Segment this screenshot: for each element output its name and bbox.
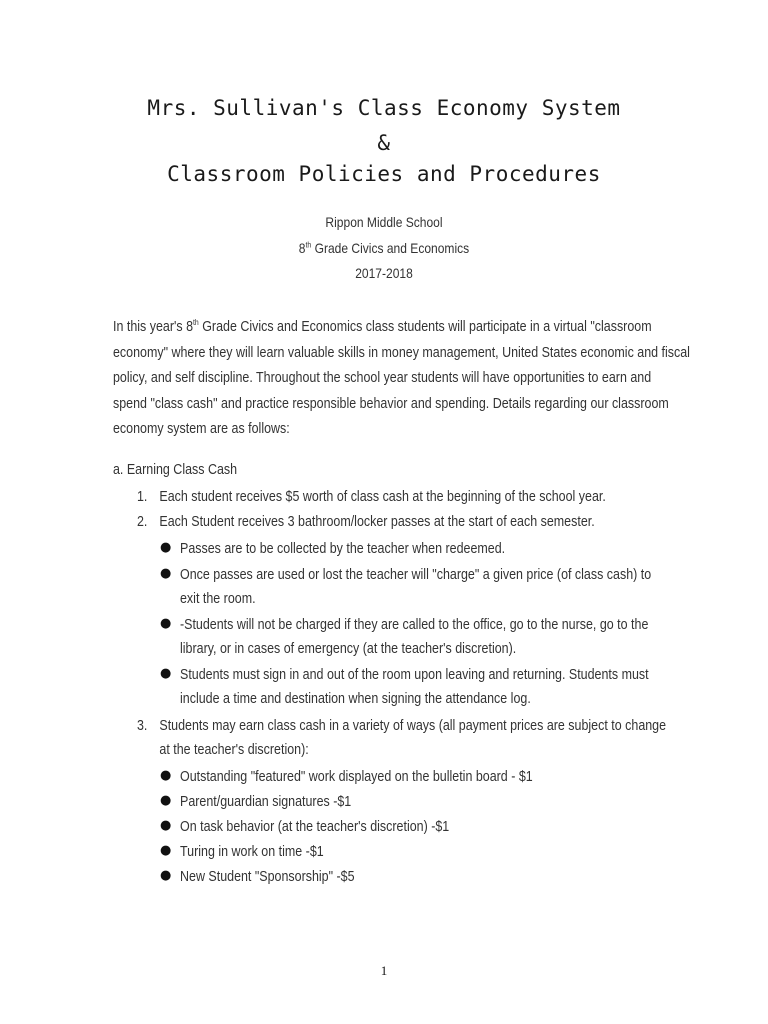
bullet-item <box>180 790 351 814</box>
bullet-text-cont: include a time and destination when signing the attendance log. <box>180 691 531 707</box>
bullet-icon: ● <box>160 843 172 858</box>
bullet-text-cont: library, or in cases of emergency (at the teacher's discretion). <box>180 641 517 657</box>
bullet-icon: ● <box>160 793 172 808</box>
intro-line-1 <box>113 315 663 341</box>
list-item-text: Each Student receives 3 bathroom/locker passes at the start of each semester. <box>159 514 595 530</box>
grade-suffix: th <box>305 240 312 250</box>
bullet-icon: ● <box>160 616 172 631</box>
list-item-number: 3. <box>137 718 148 734</box>
bullet-text: Students must sign in and out of the room upon leaving and returning. Students must <box>180 667 649 683</box>
list-item-number: 2. <box>137 514 148 530</box>
list-item <box>137 514 595 530</box>
bullet-item <box>180 663 649 711</box>
intro-line-3: policy, and self discipline. Throughout the school year students will have opportunities to earn and <box>113 370 652 386</box>
bullet-text: -Students will not be charged if they are called to the office, go to the nurse, go to the <box>180 617 649 633</box>
list-item <box>137 489 606 505</box>
intro-line-1-a: In this year's 8 <box>113 319 194 335</box>
bullet-item <box>180 563 651 611</box>
bullet-text: Outstanding "featured" work displayed on the bulletin board - $1 <box>180 769 533 785</box>
intro-paragraph <box>113 315 690 443</box>
bullet-item <box>180 815 449 839</box>
bullet-text: New Student "Sponsorship" -$5 <box>180 869 355 885</box>
page-number: 1 <box>380 963 388 978</box>
intro-line-2: economy" where they will learn valuable skills in money management, United States economic and fiscal <box>113 344 690 361</box>
bullet-icon: ● <box>160 540 172 555</box>
bullet-icon: ● <box>160 666 172 681</box>
bullet-icon: ● <box>160 566 172 581</box>
grade-number: 8 <box>298 240 306 256</box>
bullet-text: Passes are to be collected by the teacher when redeemed. <box>180 541 506 557</box>
list-item-text-cont: at the teacher's discretion): <box>159 742 309 758</box>
intro-line-1-b: Grade Civics and Economics class students will participate in a virtual "classroom <box>198 319 652 335</box>
bullet-item <box>180 537 505 561</box>
document-title-ampersand: & <box>377 131 391 155</box>
bullet-item <box>180 865 355 889</box>
course-name <box>54 240 714 256</box>
list-item <box>137 714 666 762</box>
intro-line-5: economy system are as follows: <box>113 421 290 437</box>
school-year: 2017-2018 <box>355 265 413 281</box>
bullet-text: Turing in work on time -$1 <box>180 844 324 860</box>
section-heading: a. Earning Class Cash <box>113 462 238 478</box>
bullet-icon: ● <box>160 868 172 883</box>
school-name: Rippon Middle School <box>325 214 443 230</box>
bullet-item <box>180 613 648 661</box>
list-item-number: 1. <box>137 489 148 505</box>
bullet-icon: ● <box>160 768 172 783</box>
document-title-line2: Classroom Policies and Procedures <box>167 162 601 186</box>
bullet-text-cont: exit the room. <box>180 591 256 607</box>
bullet-text: Parent/guardian signatures -$1 <box>180 794 352 810</box>
list-item-text: Each student receives $5 worth of class cash at the beginning of the school year. <box>159 489 606 505</box>
intro-sup: th <box>193 318 199 328</box>
bullet-item <box>180 765 533 789</box>
bullet-item <box>180 840 324 864</box>
bullet-icon: ● <box>160 818 172 833</box>
course-rest: Grade Civics and Economics <box>311 240 470 256</box>
bullet-text: On task behavior (at the teacher's discretion) -$1 <box>180 819 450 835</box>
intro-line-4: spend "class cash" and practice responsible behavior and spending. Details regarding our classroom <box>113 395 669 412</box>
bullet-text: Once passes are used or lost the teacher will "charge" a given price (of class cash) to <box>180 567 652 583</box>
list-item-text: Students may earn class cash in a variety of ways (all payment prices are subject to change <box>159 718 667 734</box>
document-title-line1: Mrs. Sullivan's Class Economy System <box>147 96 621 120</box>
